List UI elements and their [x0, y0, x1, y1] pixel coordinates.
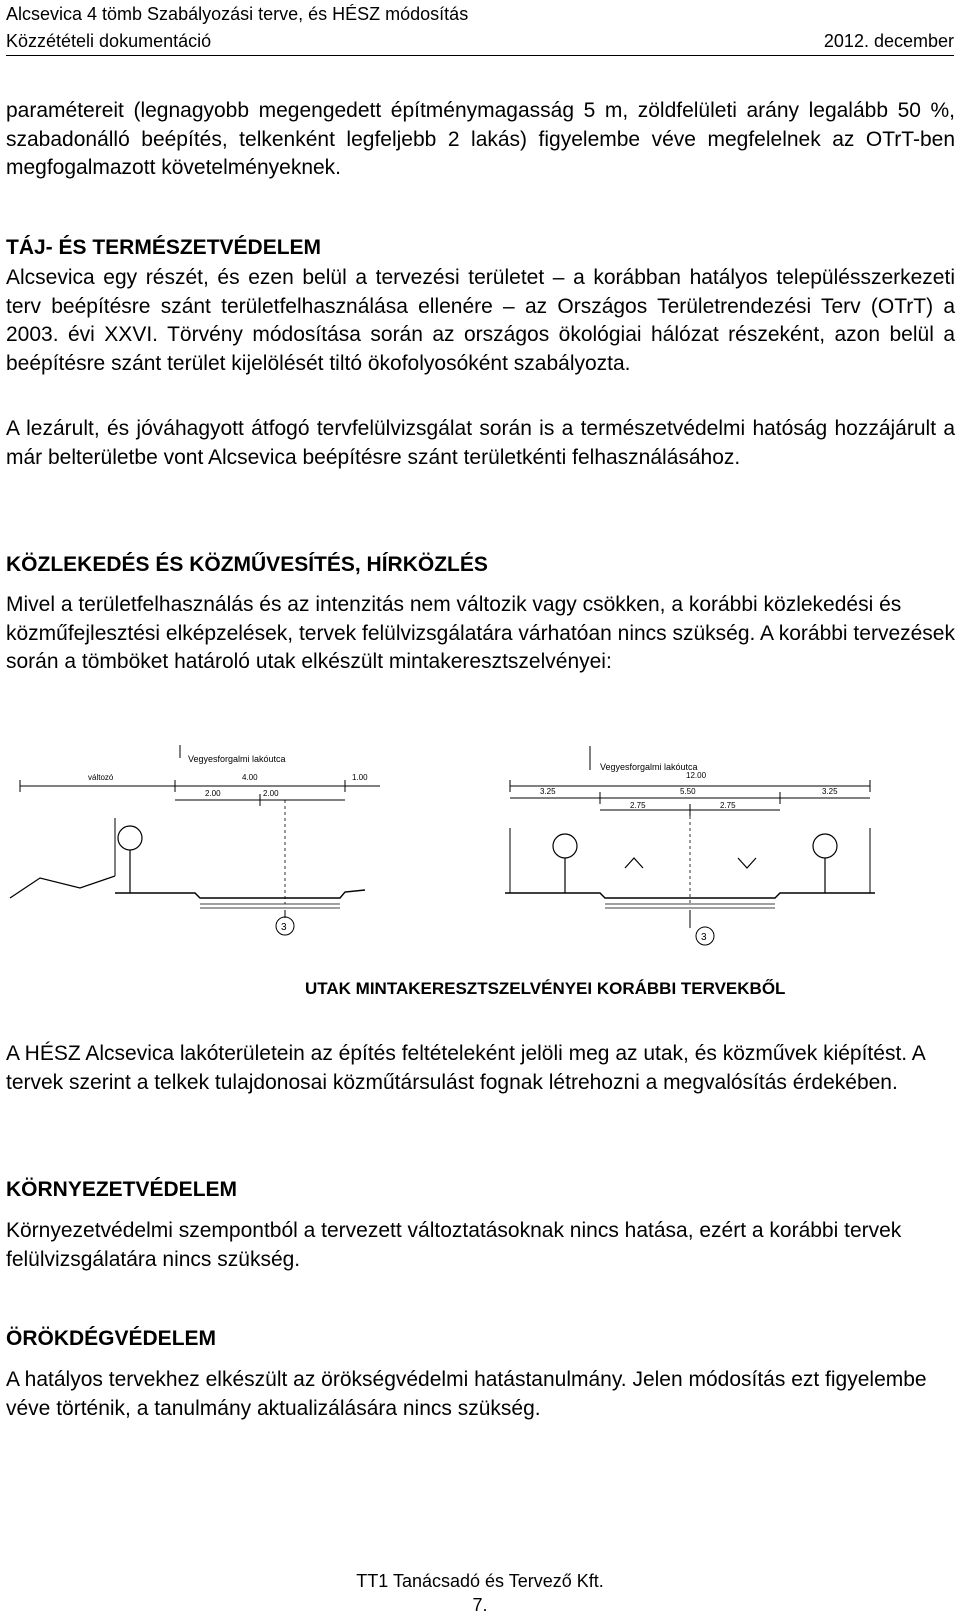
- figure-caption: UTAK MINTAKERESZTSZELVÉNYEI KORÁBBI TERVEKBŐL: [305, 979, 786, 998]
- taj-paragraph-2: A lezárult, és jóváhagyott átfogó tervfelülvizsgálat során is a természetvédelmi hatóság hozzájárult a már belterületbe vont Alcsevica beépítésre szánt területkénti felhasználásához.: [6, 417, 955, 469]
- left-marker: 3: [281, 922, 287, 933]
- road-cross-section-figure: [0, 728, 960, 1040]
- intro-paragraph: paramétereit (legnagyobb megengedett építménymagasság 5 m, zöldfelületi arány legalább 50 %, szabadonálló beépítés, telkenként legfeljebb 2 lakás) figyelembe véve megfelelnek az OTrT-ben megfogalmazott követelményeknek.: [6, 99, 955, 179]
- kornyezet-paragraph: Környezetvédelmi szempontból a tervezett változtatásoknak nincs hatása, ezért a korábbi tervek felülvizsgálatára nincs szükség.: [6, 1219, 902, 1271]
- left-cross-section: [10, 745, 380, 935]
- left-half-1: 2.00: [205, 789, 221, 798]
- document-subtitle: Közzétételi dokumentáció: [6, 31, 212, 51]
- left-total-width: 4.00: [242, 773, 258, 782]
- left-section-label: Vegyesforgalmi lakóutca: [188, 754, 286, 764]
- right-marker: 3: [701, 932, 707, 943]
- header-divider: [6, 55, 954, 56]
- heading-kozlekedes: KÖZLEKEDÉS ÉS KÖZMŰVESÍTÉS, HÍRKÖZLÉS: [6, 553, 488, 576]
- left-half-2: 2.00: [263, 789, 279, 798]
- heading-kornyezet: KÖRNYEZETVÉDELEM: [6, 1178, 238, 1201]
- right-right-width: 3.25: [822, 787, 838, 796]
- right-section-label: Vegyesforgalmi lakóutca: [600, 762, 698, 772]
- document-date: 2012. december: [823, 31, 954, 51]
- heading-orokseg: ÖRÖKDÉGVÉDELEM: [6, 1327, 217, 1350]
- left-zone-label: változó: [88, 773, 114, 782]
- right-lane-1: 2.75: [630, 801, 646, 810]
- page-number: 7.: [472, 1595, 488, 1615]
- right-lane-2: 2.75: [720, 801, 736, 810]
- right-total-width: 12.00: [686, 771, 707, 780]
- kozlekedes-paragraph-2: A HÉSZ Alcsevica lakóterületein az építés feltételeként jelöli meg az utak, és közművek kiépítést. A tervek szerint a telkek tulajdonosai közműtársulást fognak létrehozni a megvalósítás érdekében.: [6, 1042, 925, 1094]
- footer-company: TT1 Tanácsadó és Tervező Kft.: [356, 1571, 604, 1591]
- document-title: Alcsevica 4 tömb Szabályozási terve, és HÉSZ módosítás: [6, 4, 469, 24]
- kozlekedes-paragraph-1: Mivel a területfelhasználás és az intenzitás nem változik vagy csökken, a korábbi közlekedési és közműfejlesztési elképzelések, tervek felülvizsgálatára várhatóan nincs szükség. A korábbi tervezések során a tömböket határoló utak elkészült mintakeresztszelvényei:: [6, 593, 955, 673]
- left-side-width: 1.00: [352, 773, 368, 782]
- orokseg-paragraph: A hatályos tervekhez elkészült az örökségvédelmi hatástanulmány. Jelen módosítás ezt figyelembe véve történik, a tanulmány aktualizálására nincs szükség.: [6, 1368, 927, 1420]
- heading-taj: TÁJ- ÉS TERMÉSZETVÉDELEM: [6, 236, 322, 259]
- right-cross-section: [505, 746, 875, 945]
- right-center-width: 5.50: [680, 787, 696, 796]
- right-left-width: 3.25: [540, 787, 556, 796]
- taj-paragraph-1: Alcsevica egy részét, és ezen belül a tervezési területet – a korábban hatályos településszerkezeti terv beépítésre szánt területfelhasználása ellenére – az Országos Területrendezési Terv (OTrT) a 2003. évi XXVI. Törvény módosítása során az országos ökológiai hálózat részeként, azon belül a beépítésre szánt terület kijelölését tiltó ökofolyosóként szabályozta.: [6, 266, 955, 375]
